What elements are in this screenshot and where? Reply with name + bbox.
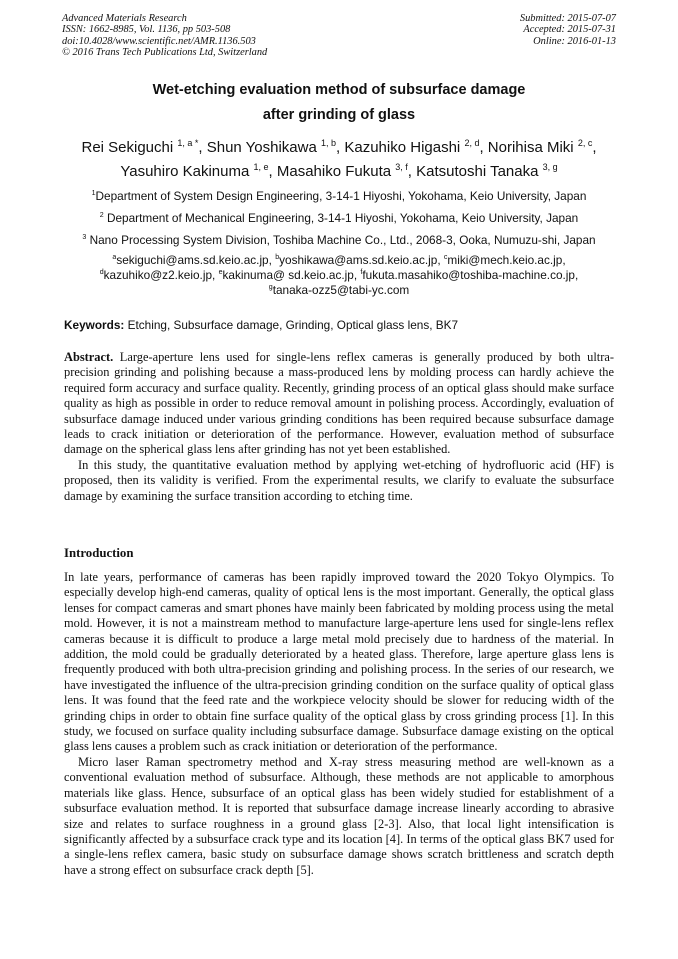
issn-line: ISSN: 1662-8985, Vol. 1136, pp 503-508 — [62, 24, 231, 36]
author-name: Yasuhiro Kakinuma — [120, 163, 250, 180]
abstract-paragraph-1 — [64, 350, 614, 458]
email-line — [40, 283, 638, 298]
email-address: fukuta.masahiko@toshiba-machine.co.jp, — [362, 268, 579, 282]
abstract-label: Abstract. — [64, 350, 114, 364]
author-affiliation-mark: 1, b — [321, 138, 337, 148]
affiliation-2 — [40, 211, 638, 225]
affiliation-text: Department of Mechanical Engineering, 3-14-1 Hiyoshi, Yokohama, Keio University, Japan — [103, 211, 579, 225]
affiliation-3 — [40, 233, 638, 247]
author-name: Kazuhiko Higashi — [344, 139, 461, 156]
author-affiliation-mark: 3, f — [395, 162, 408, 172]
author-name: Katsutoshi Tanaka — [416, 163, 539, 180]
keywords — [64, 318, 624, 332]
author-affiliation-mark: 1, a * — [177, 138, 199, 148]
author-affiliation-mark: 2, c — [577, 138, 593, 148]
introduction-paragraph-1: In late years, performance of cameras has been rapidly improved toward the 2020 Tokyo Olympics. To especially develop high-end cameras, quality of optical lens is the most important. Generally, the optical glass lenses for compact cameras and smart phones have mainly been fabricated by molding process using the metal mold. However, it is not a mainstream method to manufacture large-aperture lens used for single-lens reflex cameras because it is difficult to produce a large metal mold precisely due to hardness of the material. In addition, the mold could be gradually deteriorated by a heated glass. Therefore, large aperture glass lens is frequently produced with both ultra-precision grinding and polishing process. In the series of our research, we have investigated the influence of the ultra-precision grinding condition on the surface quality of optical glass lens. It was found that the feed rate and the workpiece velocity should be slower for reducing width of the grinding chips in order to obtain fine surface quality of the optical glass by cross grinding process [1]. In this study, we focused on surface quality including subsurface damage. Subsurface damage existing on the optical glass lens causes a problem such as crack initiation or deterioration of the performance. — [64, 570, 614, 754]
affiliation-mark: 2 — [99, 211, 104, 220]
author-affiliation-mark: 1, e — [253, 162, 269, 172]
affiliation-mark: 3 — [82, 233, 87, 242]
affiliation-mark: 1 — [91, 189, 96, 198]
affiliation-1 — [40, 189, 638, 203]
email-mark: e — [218, 268, 223, 277]
author-name: Rei Sekiguchi — [81, 139, 174, 156]
introduction-body — [64, 570, 614, 878]
author-affiliation-mark: 2, d — [464, 138, 480, 148]
email-address: sekiguchi@ams.sd.keio.ac.jp, — [116, 253, 276, 267]
email-mark: c — [443, 253, 448, 262]
author-affiliation-mark: 3, g — [542, 162, 558, 172]
email-line — [40, 268, 638, 283]
paper-title-line-1: Wet-etching evaluation method of subsurface damage — [152, 82, 526, 98]
author-name: Masahiko Fukuta — [276, 163, 392, 180]
email-address: tanaka-ozz5@tabi-yc.com — [272, 283, 410, 297]
email-mark: b — [275, 253, 280, 262]
email-address: kakinuma@ sd.keio.ac.jp, — [222, 268, 361, 282]
paper-title-line-2: after grinding of glass — [262, 107, 416, 123]
email-mark: f — [360, 268, 363, 277]
email-list — [40, 253, 638, 298]
email-address: yoshikawa@ams.sd.keio.ac.jp, — [279, 253, 444, 267]
keywords-text: Etching, Subsurface damage, Grinding, Optical glass lens, BK7 — [124, 318, 459, 332]
email-mark: a — [112, 253, 117, 262]
online-date: Online: 2016-01-13 — [533, 35, 616, 47]
author-name: Shun Yoshikawa — [206, 139, 317, 156]
accepted-date: Accepted: 2015-07-31 — [523, 24, 616, 36]
copyright-line: © 2016 Trans Tech Publications Ltd, Switzerland — [62, 47, 268, 59]
keywords-label: Keywords: — [64, 318, 125, 332]
abstract-paragraph-2: In this study, the quantitative evaluation method by applying wet-etching of hydrofluoric acid (HF) is proposed, then its validity is verified. From the experimental results, we clarify to evaluate the subsurface damage by examining the surface transition according to etching time. — [64, 457, 614, 503]
abstract-text-1: Large-aperture lens used for single-lens reflex cameras is generally produced by both ultra-precision grinding and polishing because a mass-produced lens by molding process can hardly achieve the required form accuracy and surface quality. Recently, grinding process of an optical glass should make surface quality as high as possible in order to reduce removal amount in polishing process. Accordingly, evaluation of subsurface damage induced under various grinding conditions has been required because subsurface damage leads to crack initiation or deterioration of the performance. However, evaluation method of subsurface damage on the spherical glass lens after grinding has not yet been established. — [64, 350, 614, 457]
introduction-heading: Introduction — [64, 546, 134, 560]
email-address: miki@mech.keio.ac.jp, — [447, 253, 566, 267]
email-line — [40, 253, 638, 268]
abstract — [64, 350, 614, 504]
journal-info — [62, 13, 267, 59]
author-list: Rei Sekiguchi $^{1, a *}$, Shun Yoshikawa $^{1, b}$, Kazuhiko Higashi $^{2, d}$, Norihisa Miki $^{2, c}$, Yasuhiro Kakinuma $^{1, e}$, Masahiko Fukuta $^{3, f}$, Katsutoshi Tanaka $^{3, g}$ — [81, 138, 597, 180]
journal-name: Advanced Materials Research — [62, 13, 187, 24]
affiliation-text: Department of System Design Engineering, 3-14-1 Hiyoshi, Yokohama, Keio University, Japan — [95, 189, 587, 203]
email-mark: d — [99, 268, 104, 277]
submission-dates — [520, 13, 616, 47]
email-mark: g — [268, 283, 273, 292]
introduction-paragraph-2: Micro laser Raman spectrometry method and X-ray stress measuring method are well-known as a conventional evaluation method of subsurface. Although, these methods are not applicable to amorphous materials like glass. Hence, subsurface of an optical glass has been widely studied for establishment of a subsurface evaluation method. It is reported that subsurface damage increase linearly according to abrasive size and relates to surface roughness in a ground glass [2-3]. Also, that local light intensification is significantly affected by a subsurface crack type and its location [4]. In terms of the optical glass BK7 used for a single-lens reflex camera, basic study on subsurface damage shows scratch brittleness and scratch depth have a strong effect on subsurface crack depth [5]. — [64, 754, 614, 877]
author-name: Norihisa Miki — [487, 139, 574, 156]
affiliation-text: Nano Processing System Division, Toshiba Machine Co., Ltd., 2068-3, Ooka, Numuzu-shi, Japan — [86, 233, 596, 247]
submitted-date: Submitted: 2015-07-07 — [519, 13, 616, 24]
email-address: kazuhiko@z2.keio.jp, — [103, 268, 219, 282]
doi-line: doi:10.4028/www.scientific.net/AMR.1136.503 — [62, 35, 256, 47]
